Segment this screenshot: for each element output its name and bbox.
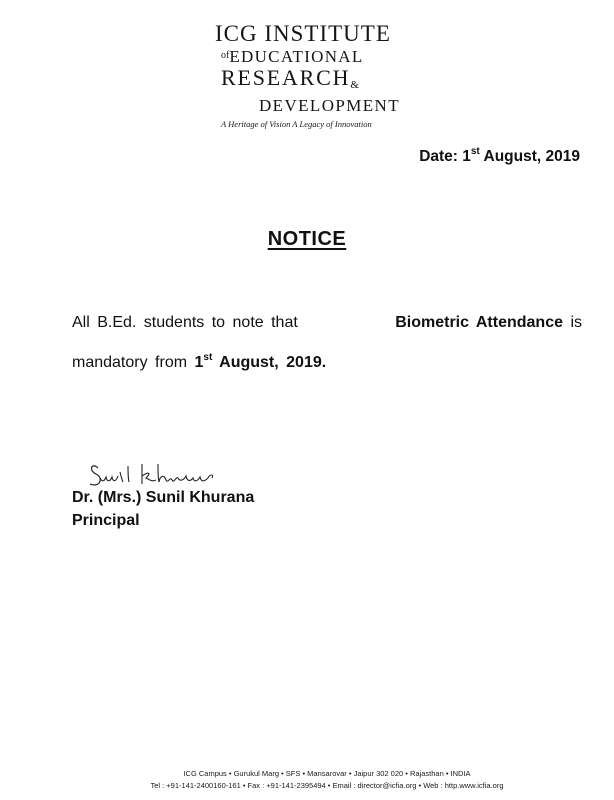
footer-address: [0, 768, 614, 792]
notice-date: [419, 148, 580, 166]
footer-address-line: ICG Campus • Gurukul Marg • SFS • Mansarovar • Jaipur 302 020 • Rajasthan • INDIA: [183, 769, 471, 778]
letterhead-research: RESEARCH: [221, 65, 351, 90]
letterhead-line-3: [221, 67, 455, 96]
date-label: Date: 1: [419, 148, 471, 165]
date-ordinal: st: [470, 146, 480, 157]
body-line2-start: mandatory from: [72, 354, 195, 371]
letterhead-line-4: DEVELOPMENT: [259, 96, 400, 115]
body-line2-day: 1: [194, 354, 204, 371]
letterhead-of: of: [221, 50, 230, 61]
body-line2-ordinal-text: st: [203, 352, 213, 363]
footer-contact-line: Tel : +91-141-2400160-161 • Fax : +91-141-2395494 • Email : director@icfia.org • Web : http.www.icfia.org: [150, 781, 504, 790]
notice-body-line-2: [72, 343, 582, 383]
letterhead-line-1: ICG INSTITUTE: [215, 21, 391, 46]
notice-body: [72, 303, 582, 383]
letterhead-educational: EDUCATIONAL: [229, 47, 364, 66]
body-line1-end: is: [563, 314, 582, 331]
body-line1-bold: Biometric Attendance: [395, 314, 563, 331]
body-line1-start: All B.Ed. students to note that: [72, 314, 298, 331]
date-rest: August, 2019: [479, 148, 580, 165]
letterhead-tagline: A Heritage of Vision A Legacy of Innovation: [221, 119, 372, 129]
signatory-title: Principal: [72, 512, 140, 529]
letterhead-line-2: [221, 46, 455, 67]
signatory-name: Dr. (Mrs.) Sunil Khurana: [72, 489, 255, 506]
body-line2-rest: August, 2019.: [212, 354, 327, 371]
notice-body-line-1: [72, 303, 582, 343]
institute-letterhead: [215, 22, 455, 130]
body-line2-ordinal: [203, 352, 212, 363]
letterhead-ampersand: &: [350, 79, 359, 91]
notice-heading: [0, 228, 614, 251]
notice-heading-text: NOTICE: [267, 228, 347, 250]
body-line1-bold-wrap: [395, 303, 582, 343]
